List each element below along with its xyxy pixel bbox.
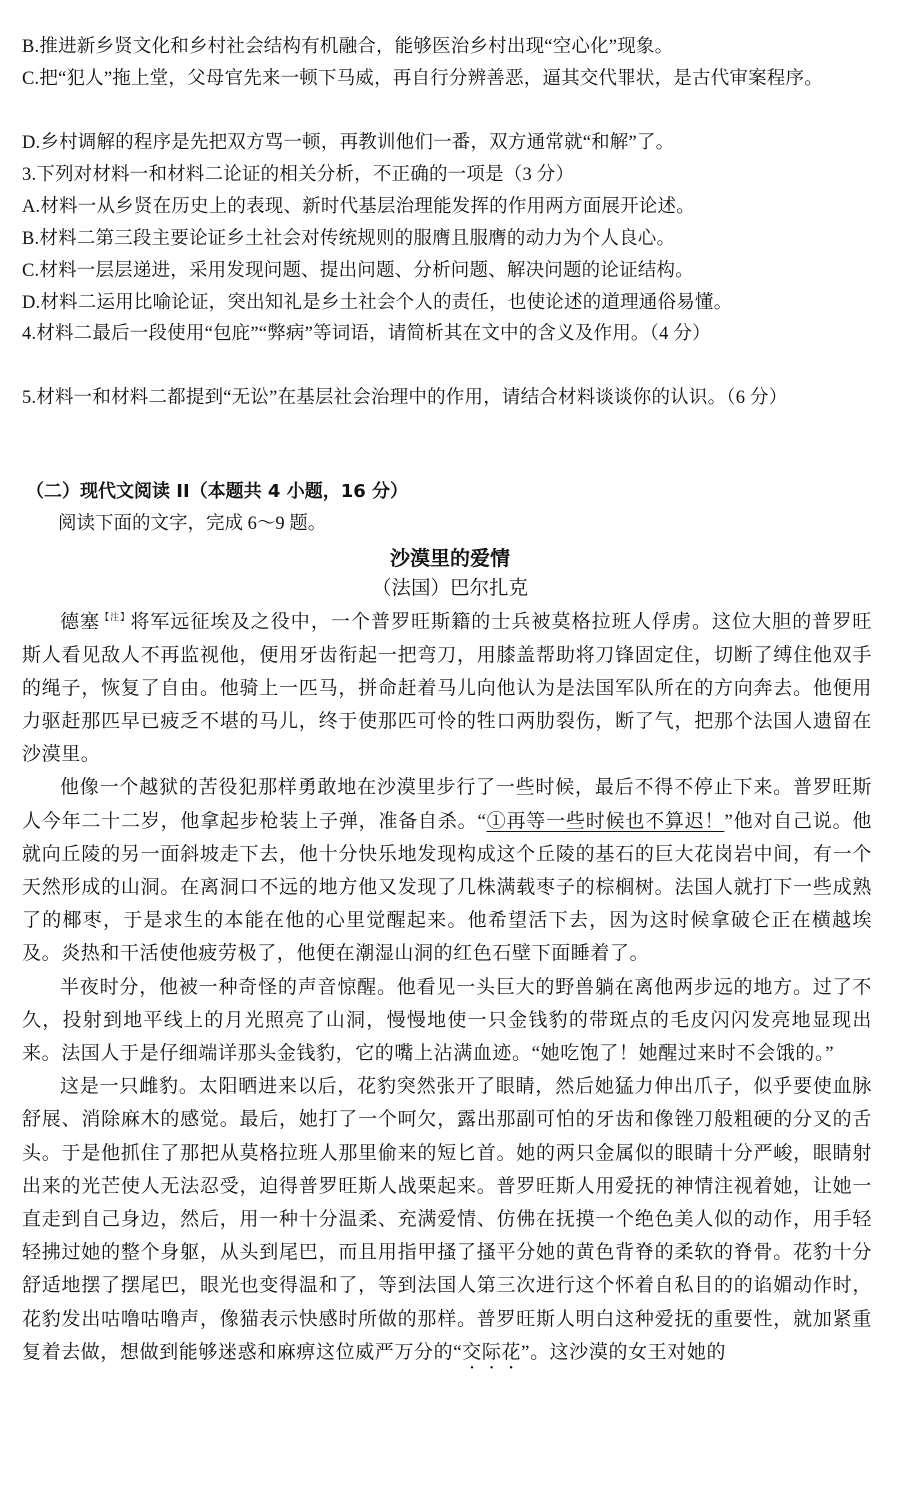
section-instruction: 阅读下面的文字，完成 6～9 题。 bbox=[58, 514, 327, 534]
story-author: （法国）巴尔扎克 bbox=[371, 578, 528, 599]
q4-question: 4.材料二最后一段使用“包庇”“弊病”等词语，请简析其在文中的含义及作用。（4 分） bbox=[22, 324, 711, 344]
underlined-sentence-1: ①再等一些时候也不算迟！ bbox=[486, 810, 725, 832]
q3-option-a: A.材料一从乡贤在历史上的表现、新时代基层治理能发挥的作用两方面展开论述。 bbox=[22, 197, 695, 217]
q3-option-b: B.材料二第三段主要论证乡土社会对传统规则的服膺且服膺的动力为个人良心。 bbox=[22, 229, 676, 249]
story-body bbox=[22, 601, 872, 1374]
section-heading: （二）现代文阅读 II（本题共 4 小题，16 分） bbox=[26, 481, 409, 502]
story-paragraph-1 bbox=[22, 601, 872, 771]
q2-option-b: B.推进新乡贤文化和乡村社会结构有机融合，能够医治乡村出现“空心化”现象。 bbox=[22, 37, 674, 57]
q2-option-c: C.把“犯人”拖上堂，父母官先来一顿下马威，再自行分辨善恶，逼其交代罪状，是古代审案程序。 bbox=[22, 69, 823, 89]
p4-rest: ”。这沙漠的女王对她的 bbox=[521, 1341, 727, 1363]
story-title: 沙漠里的爱情 bbox=[390, 546, 510, 570]
p2-start: 他像一个越狱的苦役犯那样勇敢地在沙漠里步行了一些时候，最后不得不停止下来。普罗旺斯人今年二十二岁，他拿起步枪装上子弹，准备自杀。“ bbox=[22, 777, 872, 832]
story-paragraph-4 bbox=[22, 1070, 872, 1374]
p1-rest: 将军远征埃及之役中，一个普罗旺斯籍的士兵被莫格拉班人俘虏。这位大胆的普罗旺斯人看见敌人不再监视他，便用牙齿衔起一把弯刀，用膝盖帮助将刀锋固定住，切断了缚住他双手的绳子，恢复了自由。他骑上一匹马，拼命赶着马儿向他认为是法国军队所在的方向奔去。他便用力驱赶那匹早已疲乏不堪的马儿，终于使那匹可怜的牲口两肋裂伤，断了气，把那个法国人遗留在沙漠里。 bbox=[22, 611, 873, 766]
p1-start: 德塞 bbox=[60, 611, 101, 633]
q3-stem: 3.下列对材料一和材料二论证的相关分析，不正确的一项是（3 分） bbox=[22, 165, 575, 185]
story-paragraph-2 bbox=[22, 771, 872, 970]
story-paragraph-3: 半夜时分，他被一种奇怪的声音惊醒。他看见一头巨大的野兽躺在离他两步远的地方。过了不久，投射到地平线上的月光照亮了山洞，慢慢地使一只金钱豹的带斑点的毛皮闪闪发亮地显现出来。法国人于是仔细端详那头金钱豹，它的嘴上沾满血迹。“她吃饱了！她醒过来时不会饿的。” bbox=[22, 976, 872, 1064]
q3-option-c: C.材料一层层递进，采用发现问题、提出问题、分析问题、解决问题的论证结构。 bbox=[22, 261, 694, 281]
q2-option-d: D.乡村调解的程序是先把双方骂一顿，再教训他们一番，双方通常就“和解”了。 bbox=[22, 133, 675, 153]
q3-option-d: D.材料二运用比喻论证，突出知礼是乡土社会个人的责任，也使论述的道理通俗易懂。 bbox=[22, 293, 733, 313]
p2-rest: ”他对自己说。他就向丘陵的另一面斜坡走下去，他十分快乐地发现构成这个丘陵的基石的巨大花岗岩中间，有一个天然形成的山洞。在离洞口不远的地方他又发现了几株满载枣子的棕榈树。法国人就打下一些成熟了的椰枣，于是求生的本能在他的心里觉醒起来。他希望活下去，因为这时候拿破仑正在横越埃及。炎热和干活使他疲劳极了，他便在潮湿山洞的红色石壁下面睡着了。 bbox=[22, 810, 872, 965]
emphasized-word: 交际花 bbox=[462, 1341, 522, 1363]
q5-question: 5.材料一和材料二都提到“无讼”在基层社会治理中的作用，请结合材料谈谈你的认识。（6 分） bbox=[22, 388, 788, 408]
note-mark: 【注】 bbox=[100, 612, 131, 622]
p4-start: 这是一只雌豹。太阳晒进来以后，花豹突然张开了眼睛，然后她猛力伸出爪子，似乎要使血脉舒展、消除麻木的感觉。最后，她打了一个呵欠，露出那副可怕的牙齿和像锉刀般粗硬的分叉的舌头。于是他抓住了那把从莫格拉班人那里偷来的短匕首。她的两只金属似的眼睛十分严峻，眼睛射出来的光芒使人无法忍受，迫得普罗旺斯人战栗起来。普罗旺斯人用爱抚的神情注视着她，让她一直走到自己身边，然后，用一种十分温柔、充满爱情、仿佛在抚摸一个绝色美人似的动作，用手轻轻拂过她的整个身躯，从头到尾巴，而且用指甲搔了搔平分她的黄色背脊的柔软的脊骨。花豹十分舒适地摆了摆尾巴，眼光也变得温和了，等到法国人第三次进行这个怀着自私目的的谄媚动作时，花豹发出咕噜咕噜声，像猫表示快感时所做的那样。普罗旺斯人明白这种爱抚的重要性，就加紧重复着去做，想做到能够迷惑和麻痹这位威严万分的“ bbox=[22, 1076, 872, 1363]
